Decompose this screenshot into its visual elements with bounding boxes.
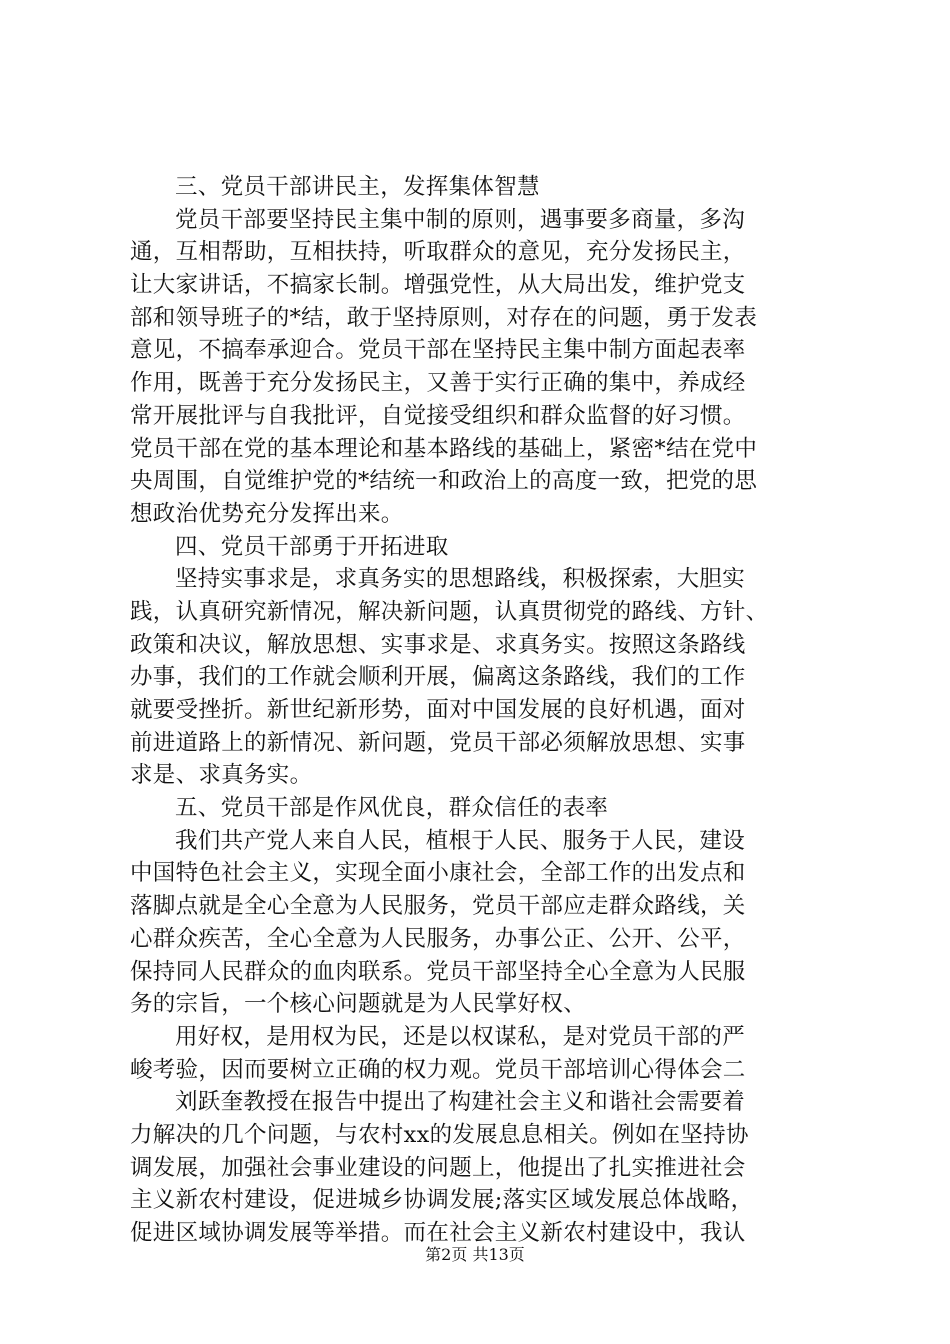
text-line: 刘跃奎教授在报告中提出了构建社会主义和谐社会需要着: [175, 1089, 746, 1116]
text-line: 部和领导班子的*结，敢于坚持原则，对存在的问题，勇于发表: [130, 304, 758, 331]
text-line: 党员干部要坚持民主集中制的原则，遇事要多商量，多沟: [175, 206, 746, 233]
text-line: 求是、求真务实。: [130, 762, 313, 789]
text-line: 我们共产党人来自人民，植根于人民、服务于人民，建设: [175, 827, 746, 854]
text-line: 三、党员干部讲民主，发挥集体智慧: [175, 174, 540, 200]
text-line: 保持同人民群众的血肉联系。党员干部坚持全心全意为人民服: [130, 958, 746, 985]
text-line: 务的宗旨，一个核心问题就是为人民掌好权、: [130, 991, 587, 1018]
page-footer: 第2页 共13页: [425, 1245, 525, 1264]
text-line: 力解决的几个问题，与农村xx的发展息息相关。例如在坚持协: [130, 1121, 749, 1148]
text-line: 用好权，是用权为民，还是以权谋私，是对党员干部的严: [175, 1023, 746, 1050]
text-line: 就要受挫折。新世纪新形势，面对中国发展的良好机遇，面对: [130, 697, 746, 723]
text-line: 通，互相帮助，互相扶持，听取群众的意见，充分发扬民主，: [130, 239, 746, 266]
text-line: 政策和决议，解放思想、实事求是、求真务实。按照这条路线: [130, 631, 746, 658]
text-line: 峻考验，因而要树立正确的权力观。党员干部培训心得体会二: [130, 1056, 746, 1083]
text-line: 四、党员干部勇于开拓进取: [175, 533, 449, 560]
text-line: 促进区域协调发展等举措。而在社会主义新农村建设中，我认: [130, 1220, 746, 1246]
text-line: 前进道路上的新情况、新问题，党员干部必须解放思想、实事: [130, 729, 746, 756]
text-line: 五、党员干部是作风优良，群众信任的表率: [175, 795, 609, 822]
text-line: 中国特色社会主义，实现全面小康社会，全部工作的出发点和: [130, 860, 746, 887]
text-line: 让大家讲话，不搞家长制。增强党性，从大局出发，维护党支: [130, 272, 746, 299]
text-line: 想政治优势充分发挥出来。: [130, 500, 404, 527]
text-line: 践，认真研究新情况，解决新问题，认真贯彻党的路线、方针、: [130, 598, 769, 625]
text-line: 意见，不搞奉承迎合。党员干部在坚持民主集中制方面起表率: [130, 337, 746, 364]
text-line: 央周围，自觉维护党的*结统一和政治上的高度一致，把党的思: [130, 468, 758, 495]
text-line: 落脚点就是全心全意为人民服务，党员干部应走群众路线，关: [130, 893, 746, 920]
text-line: 主义新农村建设，促进城乡协调发展;落实区域发展总体战略，: [130, 1187, 754, 1214]
document-body: [130, 171, 835, 1250]
text-line: 党员干部在党的基本理论和基本路线的基础上，紧密*结在党中: [130, 435, 758, 462]
text-line: 常开展批评与自我批评，自觉接受组织和群众监督的好习惯。: [130, 402, 746, 429]
text-line: 作用，既善于充分发扬民主，又善于实行正确的集中，养成经: [130, 370, 746, 397]
text-line: 坚持实事求是，求真务实的思想路线，积极探索，大胆实: [175, 566, 746, 593]
text-line: 调发展，加强社会事业建设的问题上，他提出了扎实推进社会: [130, 1154, 746, 1181]
text-line: 办事，我们的工作就会顺利开展，偏离这条路线，我们的工作: [130, 664, 746, 691]
text-line: 心群众疾苦，全心全意为人民服务，办事公正、公开、公平，: [130, 925, 746, 952]
